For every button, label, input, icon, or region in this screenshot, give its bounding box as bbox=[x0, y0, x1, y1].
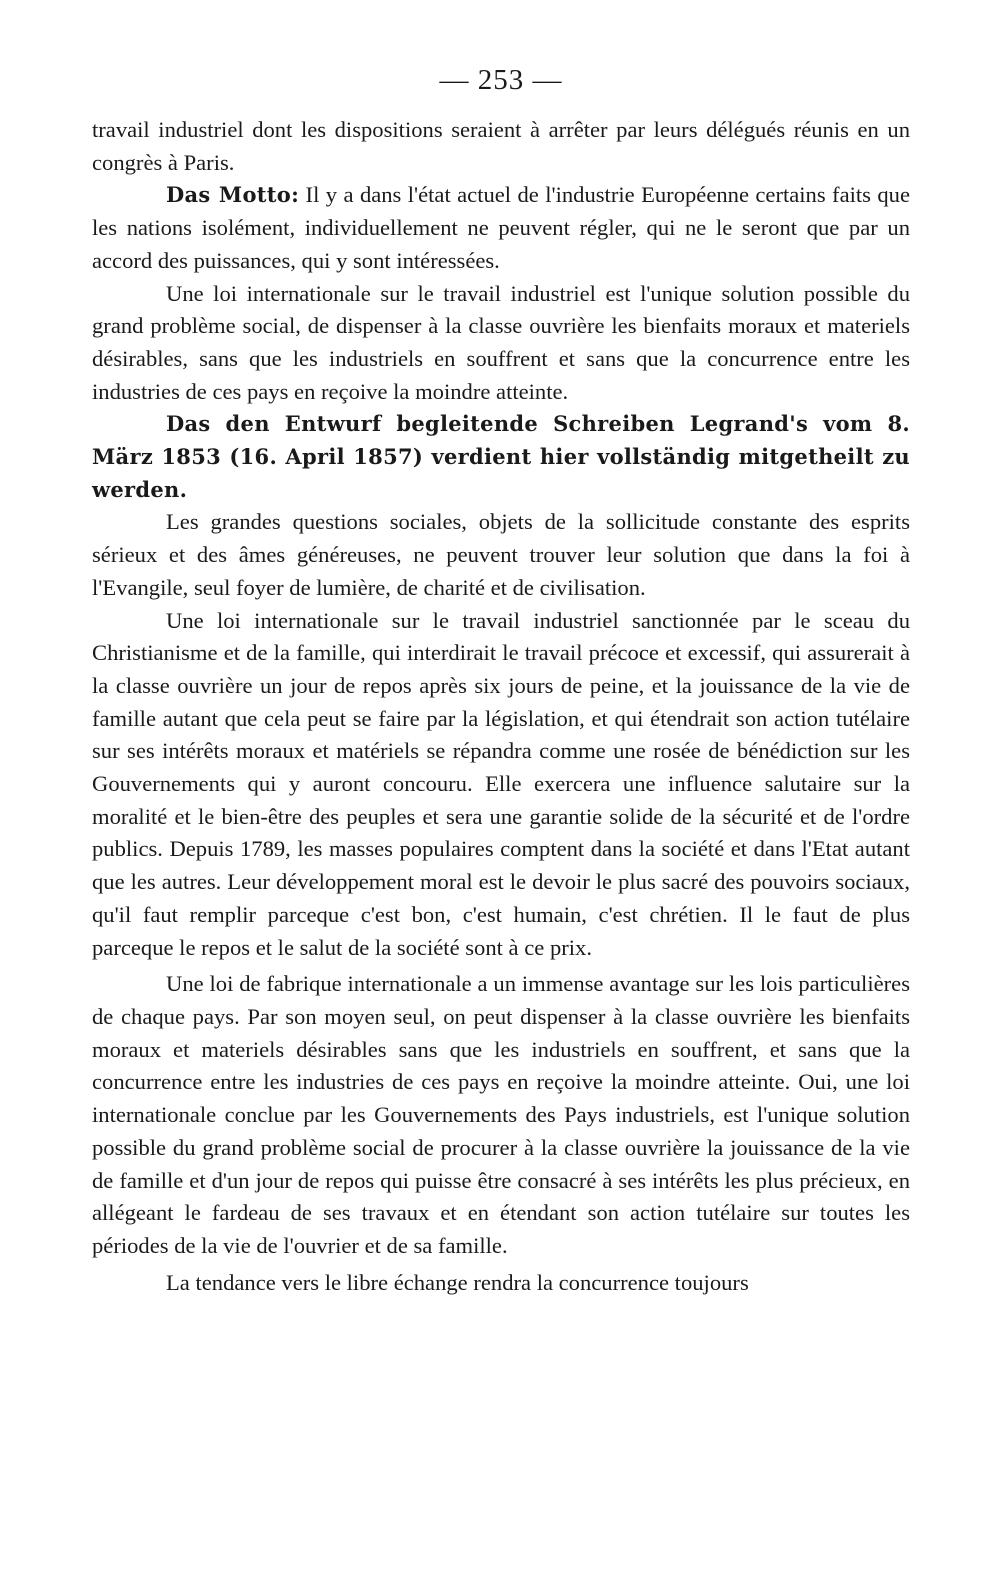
paragraph-christianisme bbox=[92, 605, 910, 965]
paragraph-libre-echange bbox=[92, 1267, 910, 1300]
paragraph-text: Une loi internationale sur le travail industriel est l'unique solution possible du grand problème social, de dispenser à la classe ouvrière les bienfaits moraux et materiels désirables, sans que les industriels en souffrent et sans que la concurrence entre les industries de ces pays en reçoive la moindre atteinte. bbox=[92, 280, 910, 404]
paragraph-german-note bbox=[92, 408, 910, 506]
paragraph-text: La tendance vers le libre échange rendra la concurrence toujours bbox=[166, 1269, 749, 1295]
page-number: — 253 — bbox=[439, 64, 563, 96]
paragraph-text: Une loi de fabrique internationale a un immense avantage sur les lois particulières de chaque pays. Par son moyen seul, on peut dispenser à la classe ouvrière les bienfaits moraux et materiels désirables sans que les industriels en souffrent, et sans que la concurrence entre les industries de ces pays en reçoive la moindre atteinte. Oui, une loi internationale conclue par les Gouvernements des Pays industriels, est l'unique solution possible du grand problème social de procurer à la classe ouvrière la jouissance de la vie de famille et d'un jour de repos qui puisse être consacré à ses intérêts les plus précieux, en allégeant le fardeau de ses travaux et en étendant son action tutélaire sur toutes les périodes de la vie de l'ouvrier et de sa famille. bbox=[92, 971, 910, 1258]
paragraph-text: travail industriel dont les dispositions seraient à arrêter par leurs délégués réunis en un congrès à Paris. bbox=[92, 117, 910, 175]
blackletter-text: (16. April 1857) verdient hier vollständig mitgetheilt zu werden. bbox=[92, 444, 910, 502]
paragraph-motto bbox=[92, 179, 910, 277]
book-page bbox=[92, 60, 910, 1299]
paragraph-text: Il y a dans l'état actuel de l'industrie Européenne certains faits que les nations isolément, individuellement ne peuvent régler, qui ne le seront que par un accord des puissances, qui y sont intéressées. bbox=[92, 182, 910, 273]
paragraph-text: Une loi internationale sur le travail industriel sanctionnée par le sceau du Christianisme et de la famille, qui interdirait le travail précoce et excessif, qui assurerait à la classe ouvrière un jour de repos après six jours de peine, et la jouissance de la vie de famille autant que cela peut se faire par la législation, et qui étendrait son action tutélaire sur ses intérêts moraux et matériels se répandra comme une rosée de bénédiction sur les Gouvernements qui y auront concouru. Elle exercera une influence salutaire sur la moralité et le bien-être des peuples et sera une garantie solide de la sécurité et de l'ordre publics. Depuis 1789, les masses populaires comptent dans la société et dans l'Etat autant que les autres. Leur développement moral est le devoir le plus sacré des pouvoirs sociaux, qu'il faut remplir parceque c'est bon, c'est humain, c'est chrétien. Il le faut de plus parceque le repos et le salut de la société sont à ce prix. bbox=[92, 607, 910, 960]
paragraph-loi-de-fabrique bbox=[92, 968, 910, 1262]
paragraph-text: Les grandes questions sociales, objets de la sollicitude constante des esprits sérieux et des âmes généreuses, ne peuvent trouver leur solution que dans la foi à l'Evangile, seul foyer de lumière, de charité et de civilisation. bbox=[92, 509, 910, 600]
blackletter-lead: Das Motto: bbox=[166, 182, 300, 208]
paragraph-loi-internationale bbox=[92, 278, 910, 409]
paragraph-grandes-questions bbox=[92, 506, 910, 604]
blackletter-lead: Das den Entwurf begleitende Schreiben Legrand's vom 8. März 1853 bbox=[92, 411, 910, 470]
paragraph-continuation bbox=[92, 114, 910, 179]
